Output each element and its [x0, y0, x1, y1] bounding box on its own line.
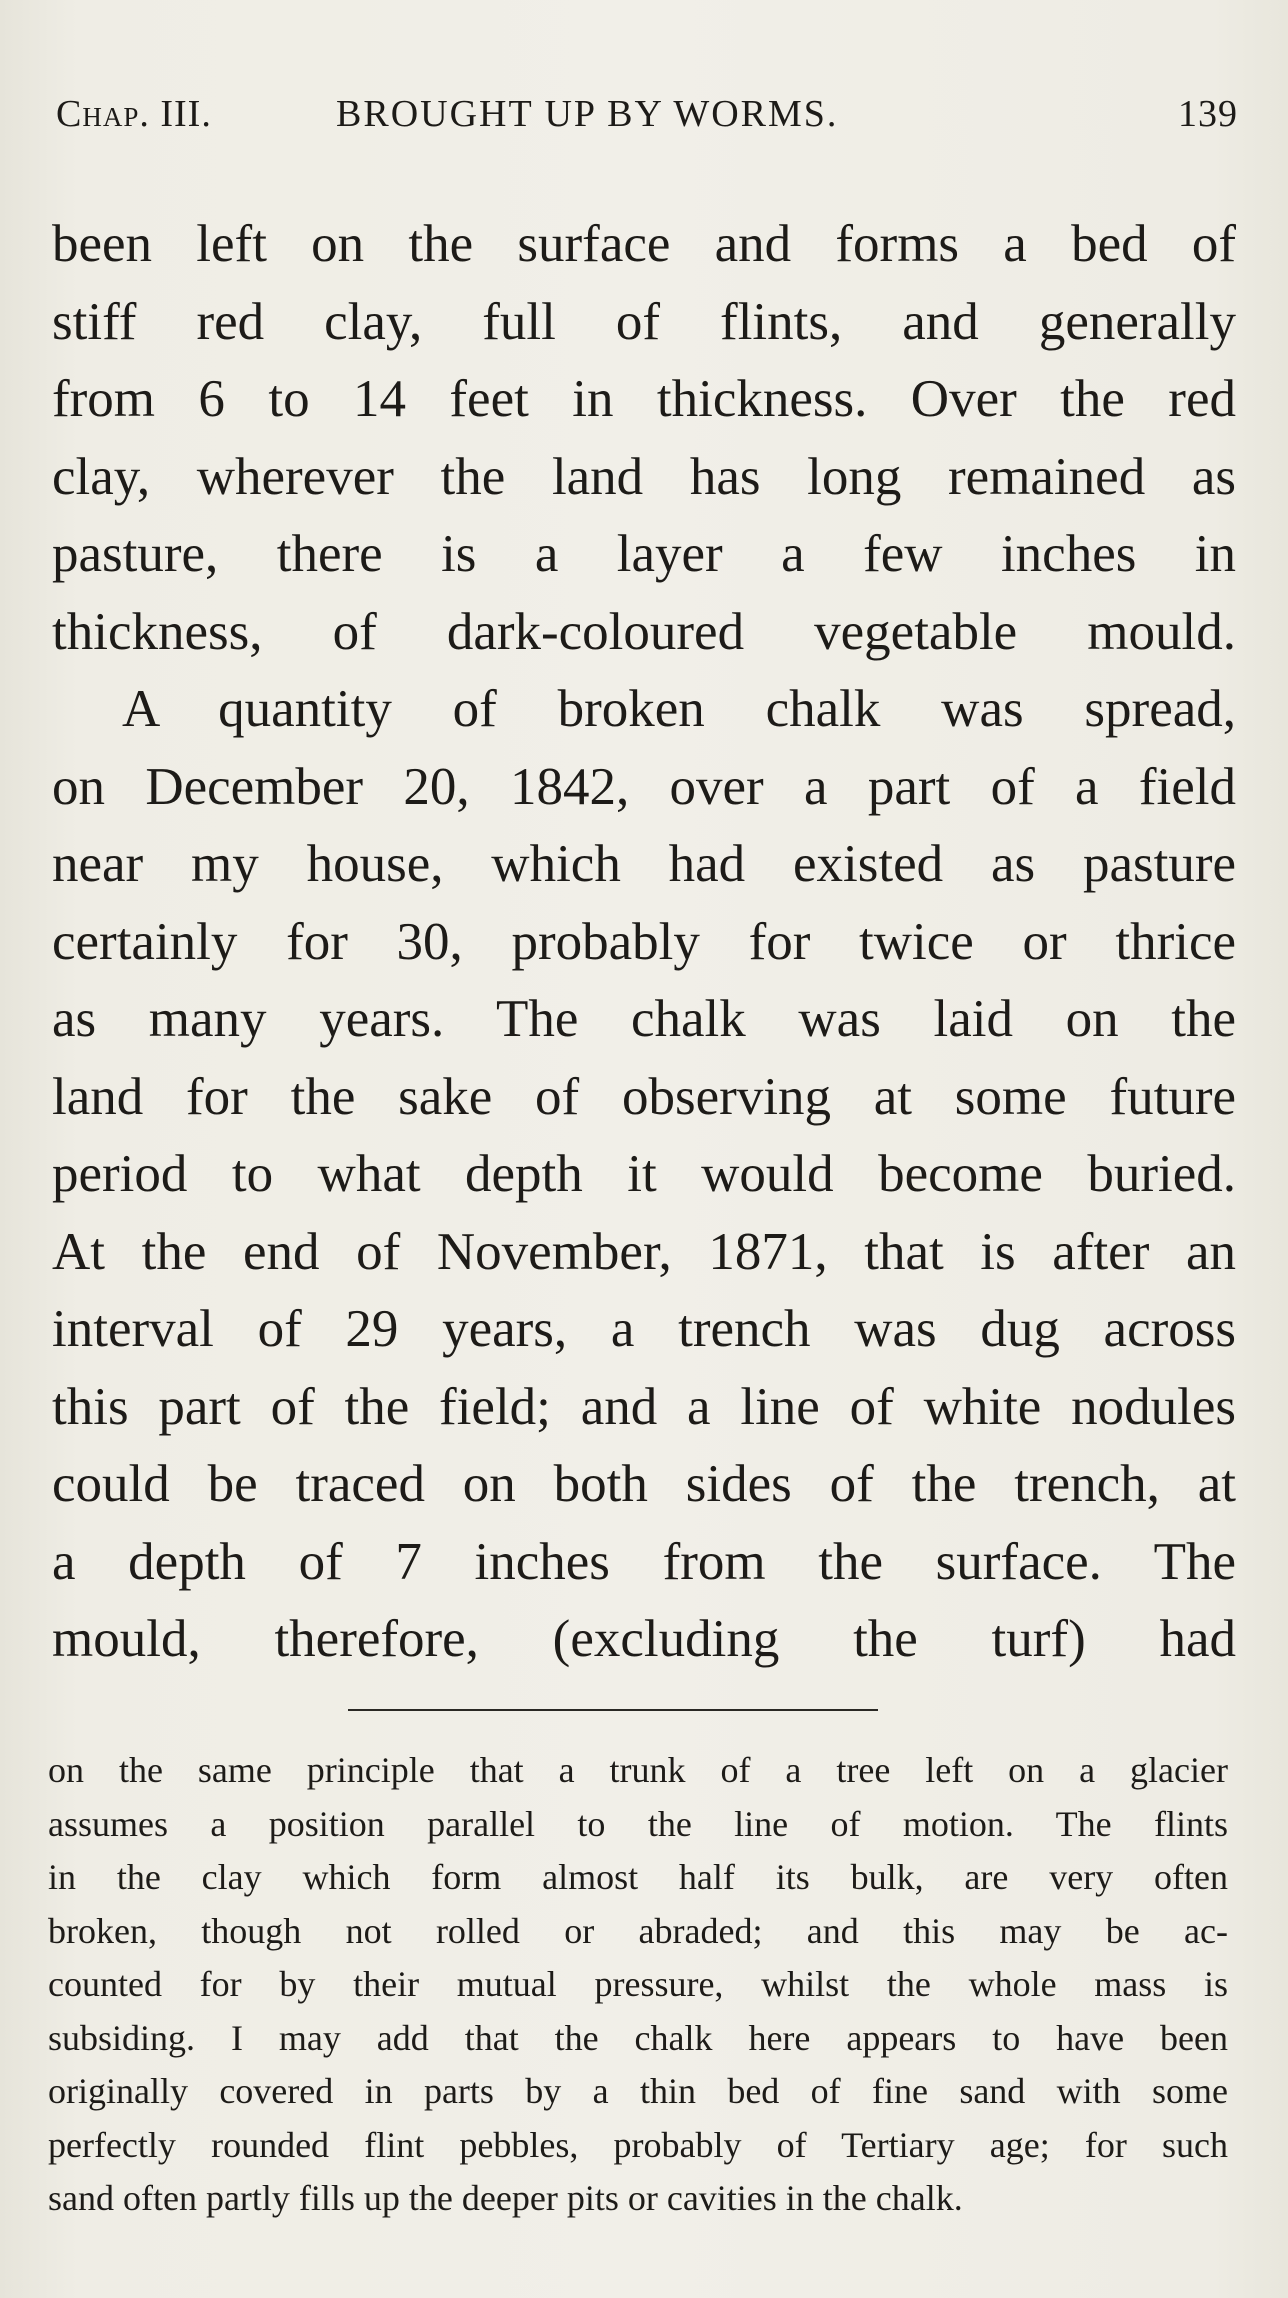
footnote-line: assumes a position parallel to the line of motion. The flints — [48, 1803, 1228, 1844]
text-line: mould, therefore, (excluding the turf) had — [52, 1610, 1236, 1668]
running-header — [56, 92, 1238, 152]
text-line: on December 20, 1842, over a part of a field — [52, 757, 1236, 816]
footnote-line: sand often partly fills up the deeper pits or cavities in the chalk. — [48, 2178, 963, 2218]
footnote — [48, 1744, 1228, 2226]
running-title: BROUGHT UP BY WORMS. — [336, 93, 839, 135]
footnote-line: broken, though not rolled or abraded; and this may be ac- — [48, 1910, 1228, 1951]
text-line: been left on the surface and forms a bed of — [52, 215, 1236, 273]
text-line: certainly for 30, probably for twice or thrice — [52, 912, 1236, 971]
text-line: clay, wherever the land has long remained as — [52, 447, 1236, 506]
main-text — [52, 206, 1236, 1679]
text-line: period to what depth it would become buried. — [52, 1145, 1236, 1203]
page-number: 139 — [1178, 93, 1238, 135]
footnote-line: perfectly rounded flint pebbles, probably of Tertiary age; for such — [48, 2124, 1228, 2165]
footnote-line: in the clay which form almost half its bulk, are very often — [48, 1857, 1228, 1897]
text-line: interval of 29 years, a trench was dug across — [52, 1300, 1236, 1358]
footnote-line: on the same principle that a trunk of a tree left on a glacier — [48, 1750, 1228, 1790]
text-line: thickness, of dark-coloured vegetable mould. — [52, 602, 1236, 661]
paragraph-start-line: A quantity of broken chalk was spread, — [122, 680, 1236, 738]
text-line: as many years. The chalk was laid on the — [52, 990, 1236, 1048]
text-line: a depth of 7 inches from the surface. The — [52, 1532, 1236, 1591]
text-line: this part of the field; and a line of white nodules — [52, 1377, 1236, 1436]
text-line: At the end of November, 1871, that is after an — [52, 1222, 1236, 1281]
footnote-line: counted for by their mutual pressure, whilst the whole mass is — [48, 1964, 1228, 2004]
text-line: could be traced on both sides of the trench, at — [52, 1455, 1236, 1513]
text-line: pasture, there is a layer a few inches in — [52, 525, 1236, 583]
text-line: from 6 to 14 feet in thickness. Over the red — [52, 370, 1236, 428]
footnote-line: subsiding. I may add that the chalk here appears to have been — [48, 2017, 1228, 2058]
footnote-separator — [348, 1709, 878, 1711]
text-line: land for the sake of observing at some future — [52, 1067, 1236, 1126]
text-line: near my house, which had existed as pasture — [52, 835, 1236, 893]
footnote-line: originally covered in parts by a thin bed of fine sand with some — [48, 2071, 1228, 2111]
chapter-label: Chap. III. — [56, 93, 212, 135]
text-line: stiff red clay, full of flints, and generally — [52, 292, 1236, 351]
